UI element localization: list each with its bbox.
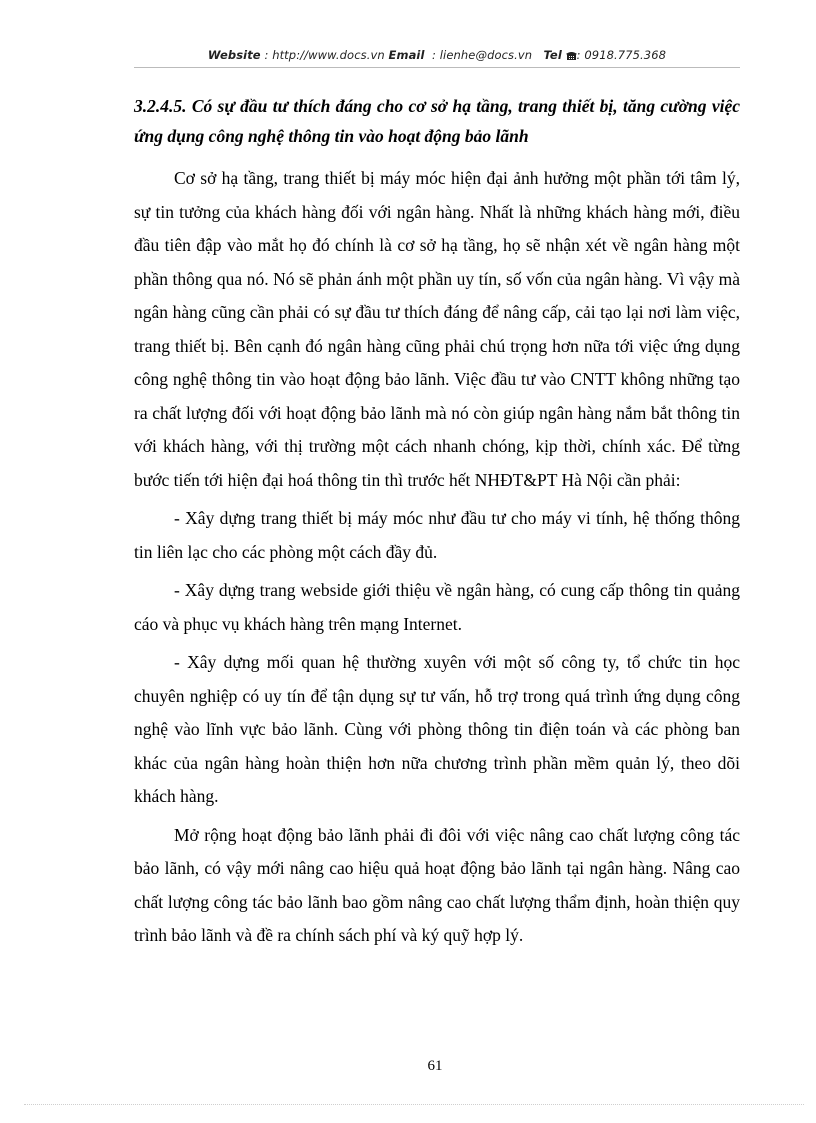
phone-icon: [566, 51, 577, 60]
website-label: Website: [207, 48, 261, 62]
website-url[interactable]: http://www.docs.vn: [272, 48, 385, 62]
tel-label: Tel: [543, 48, 562, 62]
tel-number: 0918.775.368: [584, 48, 667, 62]
email-label: Email: [388, 48, 425, 62]
section-body: [134, 162, 740, 958]
paragraph: - Xây dựng trang webside giới thiệu về ngân hàng, có cung cấp thông tin quảng cáo và phục vụ khách hàng trên mạng Internet.: [134, 580, 740, 634]
header-divider: [134, 67, 740, 68]
paragraph: - Xây dựng mối quan hệ thường xuyên với một số công ty, tổ chức tin học chuyên nghiệp có uy tín để tận dụng sự tư vấn, hỗ trợ trong quá trình ứng dụng công nghệ vào lĩnh vực bảo lãnh. Cùng với phòng thông tin điện toán và các phòng ban khác của ngân hàng hoàn thiện hơn nữa chương trình phần mềm quản lý, theo dõi khách hàng.: [134, 652, 740, 806]
section-heading: 3.2.4.5. Có sự đầu tư thích đáng cho cơ sở hạ tầng, trang thiết bị, tăng cường việc ứng dụng công nghệ thông tin vào hoạt động bảo lãnh: [134, 96, 740, 146]
paragraph: Mở rộng hoạt động bảo lãnh phải đi đôi với việc nâng cao chất lượng công tác bảo lãnh, có vậy mới nâng cao hiệu quả hoạt động bảo lãnh tại ngân hàng. Nâng cao chất lượng công tác bảo lãnh bao gồm nâng cao chất lượng thẩm định, hoàn thiện quy trình bảo lãnh và đề ra chính sách phí và ký quỹ hợp lý.: [134, 824, 740, 945]
paragraph: Cơ sở hạ tầng, trang thiết bị máy móc hiện đại ảnh hưởng một phần tới tâm lý, sự tin tưởng của khách hàng đối với ngân hàng. Nhất là những khách hàng mới, điều đầu tiên đập vào mắt họ đó chính là cơ sở hạ tầng, họ sẽ nhận xét về ngân hàng một phần thông qua nó. Nó sẽ phản ánh một phần uy tín, số vốn của ngân hàng. Vì vậy mà ngân hàng cũng cần phải có sự đầu tư thích đáng để nâng cấp, cải tạo lại nơi làm việc, trang thiết bị. Bên cạnh đó ngân hàng cũng phải chú trọng hơn nữa tới việc ứng dụng công nghệ thông tin vào hoạt động bảo lãnh. Việc đầu tư vào CNTT không những tạo ra chất lượng đối với hoạt động bảo lãnh mà nó còn giúp ngân hàng nắm bắt thông tin với khách hàng, với thị trường một cách nhanh chóng, kịp thời, chính xác. Để từng bước tiến tới hiện đại hoá thông tin thì trước hết NHĐT&PT Hà Nội cần phải:: [134, 168, 740, 490]
page-number: 61: [427, 1058, 443, 1074]
footer-divider: [24, 1104, 804, 1105]
email-address[interactable]: lienhe@docs.vn: [439, 48, 533, 62]
page-header: Website : http://www.docs.vn Email : lienhe@docs.vn Tel : 0918.775.368: [207, 48, 667, 62]
paragraph: - Xây dựng trang thiết bị máy móc như đầu tư cho máy vi tính, hệ thống thông tin liên lạc cho các phòng một cách đầy đủ.: [134, 508, 740, 562]
